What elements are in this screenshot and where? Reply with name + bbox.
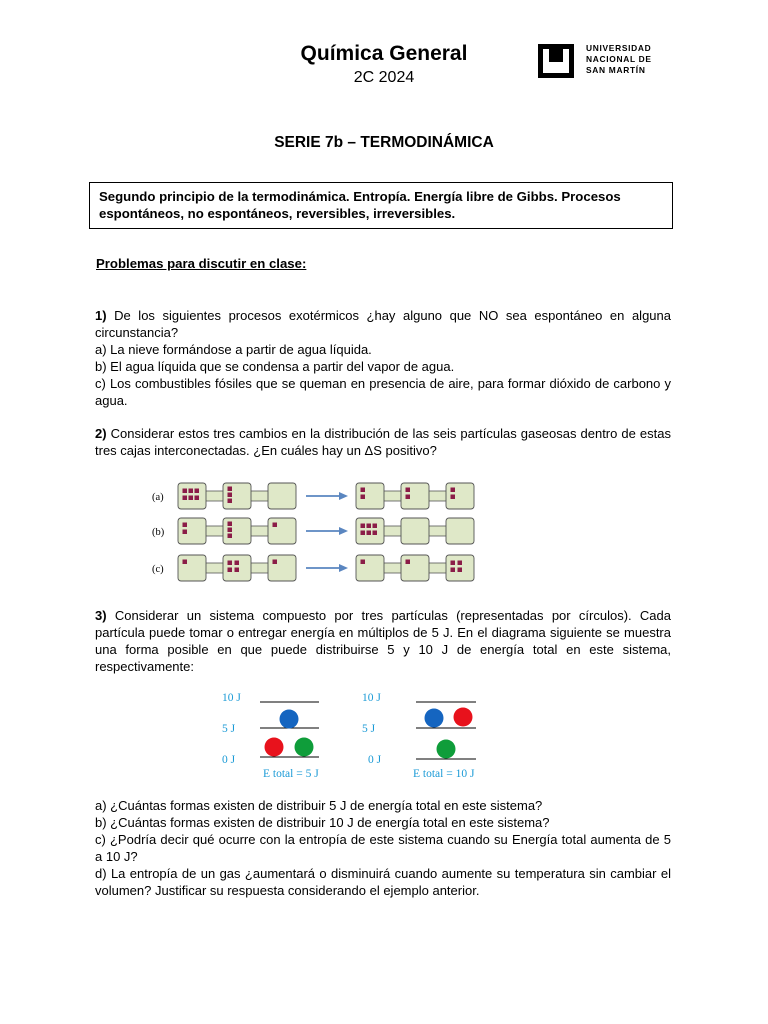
energy-levels-diagram	[210, 685, 500, 785]
level-label-5: 5 J	[222, 723, 236, 735]
gas-particle	[228, 568, 233, 573]
gas-box	[178, 518, 206, 544]
gas-particle	[367, 524, 372, 529]
particle-green	[295, 738, 314, 757]
gas-particle	[361, 560, 366, 565]
gas-particle	[189, 496, 194, 501]
gas-particle	[183, 489, 188, 494]
gas-particle	[183, 560, 188, 565]
gas-particle	[228, 493, 233, 498]
question-text: Considerar estos tres cambios en la distribución de las seis partículas gaseosas dentro de estas tres cajas interconectadas. ¿En cuáles hay un ΔS positivo?	[95, 426, 671, 458]
gas-particle	[228, 534, 233, 539]
gas-particle	[195, 496, 200, 501]
arrow-head	[339, 492, 348, 500]
gas-particle	[451, 568, 456, 573]
gas-particle	[451, 561, 456, 566]
gas-box	[356, 555, 384, 581]
level-label-10: 10 J	[362, 692, 381, 704]
gas-particle	[361, 488, 366, 493]
connecting-tube	[204, 526, 225, 536]
particle-blue	[280, 710, 299, 729]
total-energy-10: E total = 10 J	[413, 768, 475, 780]
particle-red	[454, 708, 473, 727]
row-label: (c)	[152, 564, 164, 575]
section-heading: Problemas para discutir en clase:	[96, 256, 307, 271]
left-level-labels	[222, 692, 241, 766]
option-a: a) La nieve formándose a partir de agua líquida.	[95, 342, 372, 357]
gas-particle	[273, 560, 278, 565]
arrow-head	[339, 527, 348, 535]
connecting-tube	[204, 563, 225, 573]
gas-box	[268, 518, 296, 544]
gas-particle	[228, 499, 233, 504]
question-number: 1)	[95, 308, 107, 323]
topic-box: Segundo principio de la termodinámica. Entropía. Energía libre de Gibbs. Procesos espontáneos, no espontáneos, reversibles, irreversibles.	[89, 182, 673, 229]
question-3-options	[95, 797, 671, 899]
university-logo	[538, 42, 658, 78]
question-number: 3)	[95, 608, 107, 623]
question-text: Considerar un sistema compuesto por tres partículas (representadas por círculos). Cada partícula puede tomar o entregar energía en múltiplos de 5 J. En el diagrama siguiente se muestra una forma posible en que puede distribuirse 5 y 10 J de energía total en este sistema, respectivamente:	[95, 608, 671, 674]
gas-particle	[235, 561, 240, 566]
gas-particle	[458, 568, 463, 573]
gas-box	[356, 483, 384, 509]
right-particles	[425, 708, 473, 759]
option-a: a) ¿Cuántas formas existen de distribuir 5 J de energía total en este sistema?	[95, 798, 543, 813]
row-label: (b)	[152, 527, 165, 538]
gas-particle	[189, 489, 194, 494]
gas-particle	[361, 531, 366, 536]
connecting-tube	[249, 491, 270, 501]
gas-particle	[183, 523, 188, 528]
right-level-labels	[362, 692, 382, 766]
level-label-0: 0 J	[368, 754, 382, 766]
gas-box	[401, 555, 429, 581]
option-c: c) Los combustibles fósiles que se queman en presencia de aire, para formar dióxido de carbono y agua.	[95, 376, 671, 408]
connecting-tube	[382, 563, 403, 573]
connecting-tube	[204, 491, 225, 501]
particle-blue	[425, 709, 444, 728]
gas-particle	[458, 561, 463, 566]
gas-box	[401, 483, 429, 509]
gas-box	[223, 483, 251, 509]
gas-particle	[406, 560, 411, 565]
question-number: 2)	[95, 426, 107, 441]
gas-particle	[228, 487, 233, 492]
particle-green	[437, 740, 456, 759]
gas-particle	[228, 528, 233, 533]
option-c: c) ¿Podría decir qué ocurre con la entropía de este sistema cuando su Energía total aumenta de 5 a 10 J?	[95, 832, 671, 864]
connecting-tube	[427, 526, 448, 536]
gas-particle	[451, 488, 456, 493]
gas-box	[268, 555, 296, 581]
level-label-10: 10 J	[222, 692, 241, 704]
gas-box	[446, 483, 474, 509]
gas-particle	[183, 530, 188, 535]
level-label-5: 5 J	[362, 723, 376, 735]
gas-particle	[183, 496, 188, 501]
option-b: b) El agua líquida que se condensa a partir del vapor de agua.	[95, 359, 455, 374]
gas-particle	[406, 495, 411, 500]
option-b: b) ¿Cuántas formas existen de distribuir 10 J de energía total en este sistema?	[95, 815, 550, 830]
connecting-tube	[382, 526, 403, 536]
gas-box	[223, 518, 251, 544]
gas-particle	[361, 495, 366, 500]
gas-particle	[195, 489, 200, 494]
connecting-tube	[427, 563, 448, 573]
gas-box	[401, 518, 429, 544]
left-particles	[265, 710, 314, 757]
row-label: (a)	[152, 492, 164, 503]
gas-particle	[406, 488, 411, 493]
particle-red	[265, 738, 284, 757]
course-title: Química General	[300, 42, 468, 65]
gas-box	[268, 483, 296, 509]
gas-particle	[373, 531, 378, 536]
logo-text: UNIVERSIDAD NACIONAL DE SAN MARTÍN	[586, 43, 652, 75]
gas-particle	[373, 524, 378, 529]
question-text: De los siguientes procesos exotérmicos ¿hay alguno que NO sea espontáneo en alguna circunstancia?	[95, 308, 671, 340]
connecting-tube	[249, 563, 270, 573]
unsam-logo-icon	[538, 44, 574, 78]
course-term: 2C 2024	[353, 69, 415, 86]
gas-particle	[228, 561, 233, 566]
serie-title: SERIE 7b – TERMODINÁMICA	[274, 134, 494, 151]
connecting-tube	[427, 491, 448, 501]
gas-particle	[228, 522, 233, 527]
gas-particle	[361, 524, 366, 529]
gas-particle	[451, 495, 456, 500]
level-label-0: 0 J	[222, 754, 236, 766]
option-d: d) La entropía de un gas ¿aumentará o disminuirá cuando aumente su temperatura sin cambiar el volumen? Justificar su respuesta considerando el ejemplo anterior.	[95, 866, 671, 898]
question-2	[95, 425, 671, 459]
total-energy-5: E total = 5 J	[263, 768, 319, 780]
gas-box	[446, 518, 474, 544]
gas-box	[178, 555, 206, 581]
connecting-tube	[382, 491, 403, 501]
question-3	[95, 607, 671, 675]
connecting-tube	[249, 526, 270, 536]
gas-particle	[367, 531, 372, 536]
gas-particle	[273, 523, 278, 528]
question-1	[95, 307, 671, 409]
gas-particle	[235, 568, 240, 573]
particle-boxes-figure	[140, 476, 490, 588]
arrow-head	[339, 564, 348, 572]
